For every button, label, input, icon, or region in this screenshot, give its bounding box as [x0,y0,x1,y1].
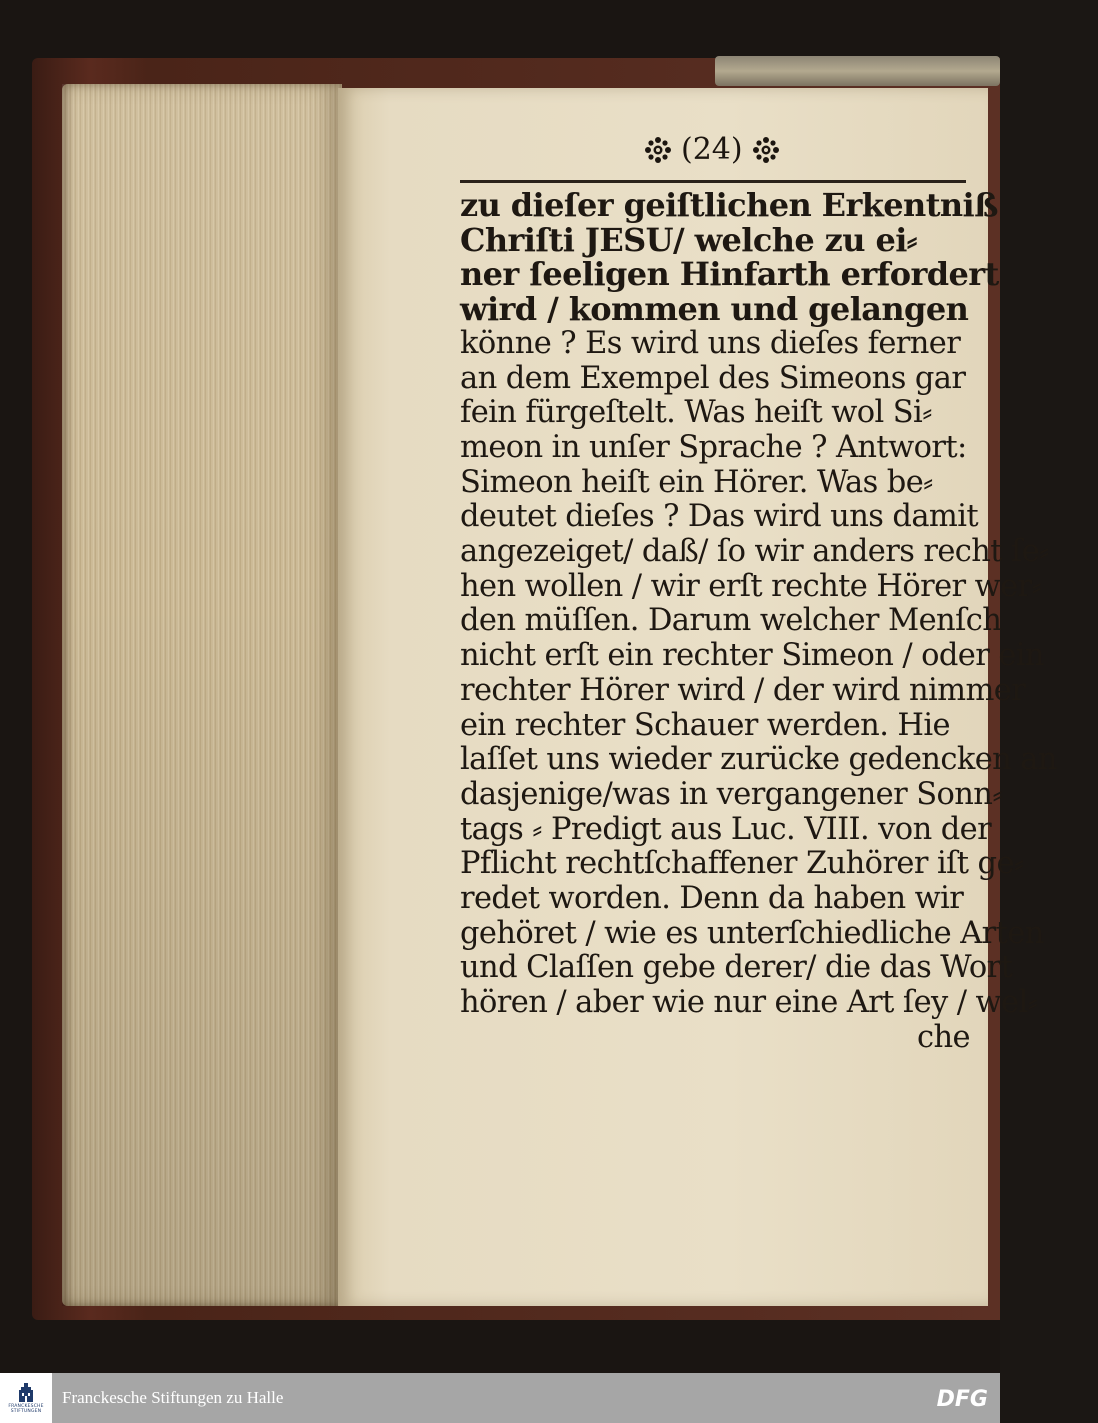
dfg-logo[interactable]: DFG [936,1387,988,1412]
text-line: zu dieſer geiſtlichen Erkentniß [460,186,998,224]
page-fore-edge [62,84,342,1306]
institution-link[interactable]: Franckesche Stiftungen zu Halle [62,1388,284,1407]
text-line: Chriſti JESU/ welche zu ei⸗ [460,220,917,259]
text-line: angezeiget/ daß/ ſo wir anders recht ſe⸗ [460,534,1049,570]
text-line: rechter Hörer wird / der wird nimmer [460,672,1026,708]
franckesche-logo-icon[interactable] [0,1373,52,1423]
text-line: tags ⸗ Predigt aus Luc. VIII. von der [460,811,992,847]
spine-band [715,56,1000,86]
text-line: che [917,1019,970,1055]
text-line: deutet dieſes ? Das wird uns damit [460,499,979,535]
text-line: laſſet uns wieder zurücke gedencken an [460,742,1057,778]
logo-text-2: STIFTUNGEN [10,1409,42,1414]
text-line: hören / aber wie nur eine Art ſey / wel⸗ [460,985,1038,1021]
book-page [338,88,1057,1306]
text-line: Simeon heiſt ein Hörer. Was be⸗ [460,464,933,500]
text-line: ner ſeeligen Hinfarth erfordert [460,255,999,294]
text-line: dasjenige/was in vergangener Sonn⸗ [460,776,1002,812]
text-line: hen wollen / wir erſt rechte Hörer wer⸗ [460,568,1042,604]
page-text [460,186,1057,1056]
text-line: redet worden. Denn da haben wir [460,881,964,917]
text-line: Pflicht rechtſchaffener Zuhörer iſt ge⸗ [460,846,1024,882]
page-number: (24) [681,132,743,167]
text-line: wird / kommen und gelangen [460,290,969,329]
text-line: fein fürgeſtelt. Was heiſt wol Si⸗ [460,395,932,431]
flower-ornament-icon [643,135,673,165]
text-line: meon in unſer Sprache ? Antwort: [460,429,967,465]
text-line: den müſſen. Darum welcher Menſch [460,603,1002,639]
text-line: nicht erſt ein rechter Simeon / oder ein [460,638,1044,674]
header-rule [460,180,966,183]
logo-text-1: FRANCKESCHE [8,1404,44,1409]
text-line: an dem Exempel des Simeons gar [460,360,966,396]
footer-bar [0,1373,1000,1423]
text-line: und Claſſen gebe derer/ die das Wort [460,950,1013,986]
text-line: ein rechter Schauer werden. Hie [460,707,950,743]
text-line: gehöret / wie es unterſchiedliche Arten [460,915,1044,951]
text-line: könne ? Es wird uns dieſes ferner [460,325,961,361]
flower-ornament-icon [751,135,781,165]
building-icon [18,1382,34,1404]
